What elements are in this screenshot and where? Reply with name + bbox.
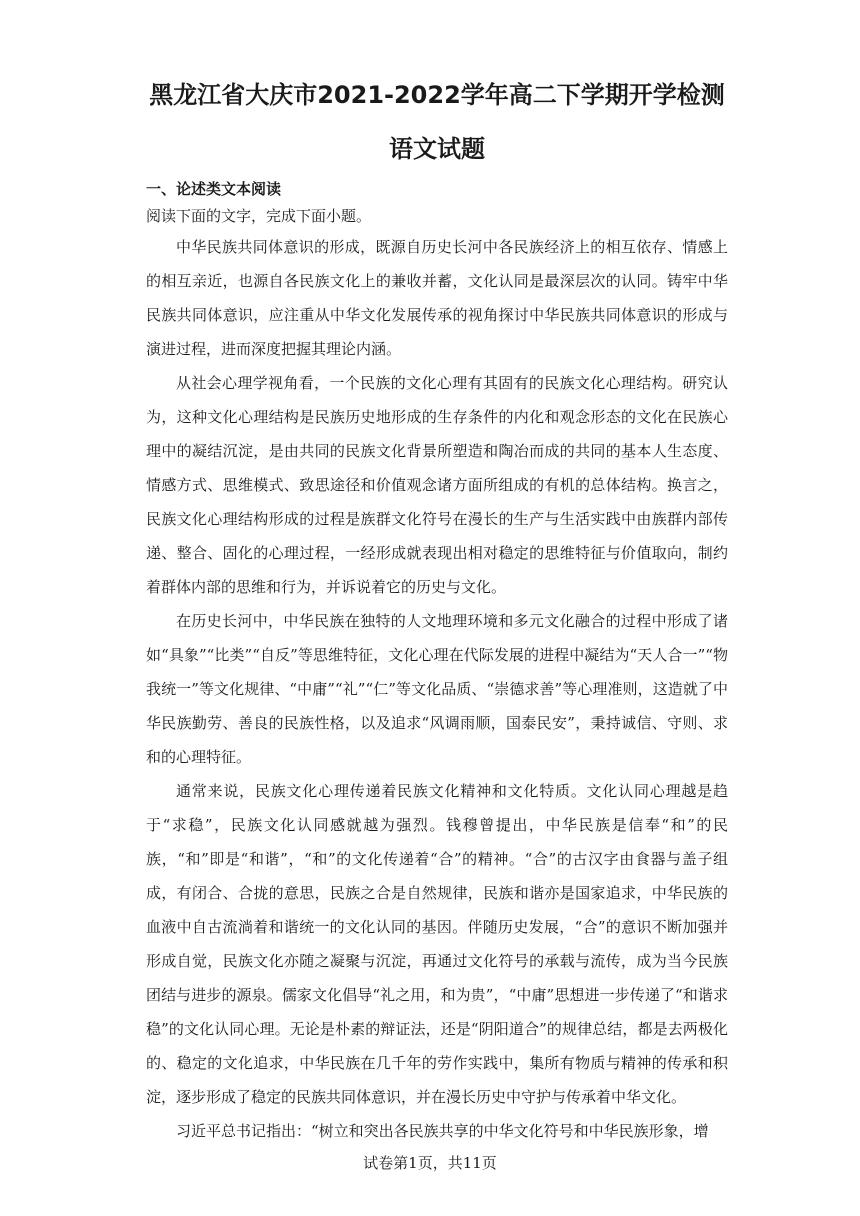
paragraph: 从社会心理学视角看，一个民族的文化心理有其固有的民族文化心理结构。研究认为，这种文化心理结构是民族历史地形成的生存条件的内化和观念形态的文化在民族心理中的凝结沉淀，是由共同的民族文化背景所塑造和陶冶而成的共同的基本人生态度、情感方式、思维模式、致思途径和价值观念诸方面所组成的有机的总体结构。换言之，民族文化心理结构形成的过程是族群文化符号在漫长的生产与生活实践中由族群内部传递、整合、固化的心理过程，一经形成就表现出相对稳定的思维特征与价值取向，制约着群体内部的思维和行为，并诉说着它的历史与文化。 <box>146 374 728 596</box>
paragraph: 通常来说，民族文化心理传递着民族文化精神和文化特质。文化认同心理越是趋于“求稳”，民族文化认同感就越为强烈。钱穆曾提出，中华民族是信奉“和”的民族，“和”即是“和谐”，“和”的文化传递着“合”的精神。“合”的古汉字由食器与盖子组成，有闭合、合拢的意思，民族之合是自然规律，民族和谐亦是国家追求，中华民族的血液中自古流淌着和谐统一的文化认同的基因。伴随历史发展，“合”的意识不断加强并形成自觉，民族文化亦随之凝聚与沉淀，再通过文化符号的承载与流传，成为当今民族团结与进步的源泉。儒家文化倡导“礼之用，和为贵”，“中庸”思想进一步传递了“和谐求稳”的文化认同心理。无论是朴素的辩证法，还是“阴阳道合”的规律总结，都是去两极化的、稳定的文化追求，中华民族在几千年的劳作实践中，集所有物质与精神的传承和积淀，逐步形成了稳定的民族共同体意识，并在漫长历史中守护与传承着中华文化。 <box>146 782 728 1106</box>
paragraph: 中华民族共同体意识的形成，既源自历史长河中各民族经济上的相互依存、情感上的相互亲近，也源自各民族文化上的兼收并蓄，文化认同是最深层次的认同。铸牢中华民族共同体意识，应注重从中华文化发展传承的视角探讨中华民族共同体意识的形成与演进过程，进而深度把握其理论内涵。 <box>146 238 728 358</box>
paragraph: 习近平总书记指出：“树立和突出各民族共享的中华文化符号和中华民族形象，增 <box>176 1122 709 1140</box>
page-title: 黑龙江省大庆市2021-2022学年高二下学期开学检测语文试题 <box>149 81 725 163</box>
page-footer: 试卷第1页，共11页 <box>363 1154 497 1172</box>
paragraph: 在历史长河中，中华民族在独特的人文地理环境和多元文化融合的过程中形成了诸如“具象”“比类”“自反”等思维特征，文化心理在代际发展的进程中凝结为“天人合一”“物我统一”等文化规律、“中庸”“礼”“仁”等文化品质、“崇德求善”等心理准则，这造就了中华民族勤劳、善良的民族性格，以及追求“风调雨顺，国泰民安”，秉持诚信、守则、求和的心理特征。 <box>146 612 728 766</box>
section-heading: 一、论述类文本阅读 <box>146 180 282 198</box>
reading-instruction: 阅读下面的文字，完成下面小题。 <box>146 207 372 225</box>
